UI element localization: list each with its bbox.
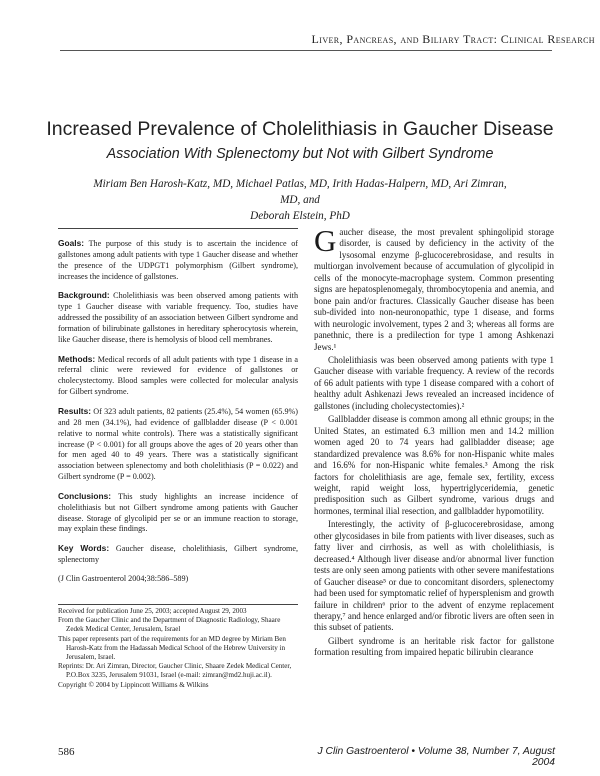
author-list (90, 176, 510, 224)
page-number: 586 (58, 746, 75, 758)
article-subtitle: Association With Splenectomy but Not with Gilbert Syndrome (106, 146, 494, 162)
footnote-copyright: Copyright © 2004 by Lippincott Williams & Wilkins (58, 680, 209, 689)
abstract-methods: Methods: Medical records of all adult patients with type 1 disease in a referral clinic were reviewed for evidence of gallstones or cholecystectomy. Blood samples were collected for molecular analysis for Gilbert syndrome. (58, 353, 298, 397)
footnote-reprints: Reprints: Dr. Ari Zimran, Director, Gaucher Clinic, Shaare Zedek Medical Center, P.O.Box 3235, Jerusalem 91031, Israel (e-mail: zimran@md2.huji.ac.il). (58, 662, 292, 680)
footnote-rule (58, 604, 298, 605)
drop-cap: G (314, 223, 337, 258)
author-line-1: Miriam Ben Harosh-Katz, MD, Michael Patlas, MD, Irith Hadas-Halpern, MD, Ari Zimran, MD, and (93, 178, 507, 206)
journal-footer: J Clin Gastroenterol • Volume 38, Number 7, August 2004 (317, 746, 555, 768)
abstract (58, 238, 298, 593)
abstract-keywords: Key Words: Gaucher disease, cholelithiasis, Gilbert syndrome, splenectomy (58, 543, 298, 565)
body-text (314, 223, 555, 661)
abstract-goals: Goals: The purpose of this study is to ascertain the incidence of gallstones among adult patients with type 1 Gaucher disease and whether the presence of the UDPGT1 polymorphism (Gilbert syndrome), increases the incidence of gallstones. (58, 238, 298, 281)
footnotes (58, 607, 298, 690)
body-paragraph-1: Gaucher disease, the most prevalent sphingolipid storage disorder, is caused by deficiency in the activity of the lysosomal enzyme β-glucocerebrosidase, and results in multiorgan involvement because of accumulation of glycolipid in cells of the monocyte-macrophage system. Common presenting signs are hepatosplenomegaly, thrombocytopenia and anemia, and bone pain and/or fractures. Classically Gaucher disease has been sub-divided into non-neuronopathic, type 1 disease, and forms with neurologic involvement, types 2 and 3; whereas all forms are panethnic, there is a predilection for type 1 among Ashkenazi Jews.¹ (314, 223, 554, 352)
abstract-background: Background: Cholelithiasis was been observed among patients with type 1 Gaucher disease with variable frequency. Too, studies have addressed the possibility of an association between Gilbert syndrome and formation of bilirubinate gallstones in hereditary spherocytosis wherein, like Gaucher disease, there is hemolysis of blood cell membranes. (58, 290, 299, 344)
body-paragraph-4: Interestingly, the activity of β-glucocerebrosidase, among other glycosidases in bile from patients with liver diseases, such as fatty liver and cirrhosis, as well as with cholelithiasis, is decreased.⁴ Although liver disease and/or abnormal liver function tests are only seen among patients with other severe manifestations of Gaucher disease⁵ or due to concomitant disorders, splenectomy had been used for symptomatic relief of hypersplenism and growth failure in children⁶ prior to the advent of enzyme replacement therapy,⁷ and hence enlarged and/or fibrotic livers are often seen in this subset of patients. (314, 519, 555, 633)
abstract-citation: (J Clin Gastroenterol 2004;38:586–589) (58, 573, 189, 583)
footnote-degree: This paper represents part of the requirements for an MD degree by Miriam Ben Harosh-Katz from the Hadassah Medical School of the Hebrew University in Jerusalem, Israel. (58, 634, 286, 662)
header-rule (60, 50, 552, 51)
author-line-2: Deborah Elstein, PhD (250, 210, 350, 222)
abstract-rule (58, 228, 298, 229)
footnote-received: Received for publication June 25, 2003; accepted August 29, 2003 (58, 607, 247, 615)
abstract-results: Results: Of 323 adult patients, 82 patients (25.4%), 54 women (65.9%) and 28 men (34.1%), had evidence of gallbladder disease (P < 0.001 relative to normal white controls). There was a statistically significant increase (P < 0.001) for all groups above the ages of 20 years other than for men aged 40 to 49 years. There was a statistically significant association between splenectomy and both cholelithiasis (P = 0.022) and Gilbert syndrome (P = 0.002). (58, 405, 299, 482)
footnote-affiliation: From the Gaucher Clinic and the Department of Diagnostic Radiology, Shaare Zedek Medical Center, Jerusalem, Israel (58, 616, 281, 634)
body-paragraph-5: Gilbert syndrome is an heritable risk factor for gallstone formation resulting from impaired hepatic bilirubin clearance (314, 635, 554, 658)
running-header: Liver, Pancreas, and Biliary Tract: Clinical Research (311, 32, 595, 46)
body-paragraph-2: Cholelithiasis was been observed among patients with type 1 Gaucher disease with variable frequency. A review of the records of 66 adult patients with type 1 disease compared with a cohort of healthy adult Ashkenazi Jews revealed an increased incidence of gallstones (including cholecystectomies).² (314, 354, 554, 411)
body-paragraph-3: Gallbladder disease is common among all ethnic groups; in the United States, an estimated 6.3 million men and 14.2 million women aged 20 to 74 years had gallbladder disease; age standardized prevalence was 8.6% for non-Hispanic white males and 16.6% for non-Hispanic white females.³ Among the risk factors for cholelithiasis are age, female sex, fertility, excess weight, rapid weight loss, hypertriglyceridemia, genetic predisposition such as Gilbert syndrome, various drugs and hormones, terminal ilial resection, and gallbladder hypomotility. (314, 414, 554, 516)
abstract-conclusions: Conclusions: This study highlights an increase incidence of cholelithiasis but not Gilbert syndrome among patients with Gaucher disease. Storage of glycolipid per se or an immune reaction to storage, may explain these findings. (58, 490, 299, 534)
article-title: Increased Prevalence of Cholelithiasis in Gaucher Disease (46, 118, 554, 140)
